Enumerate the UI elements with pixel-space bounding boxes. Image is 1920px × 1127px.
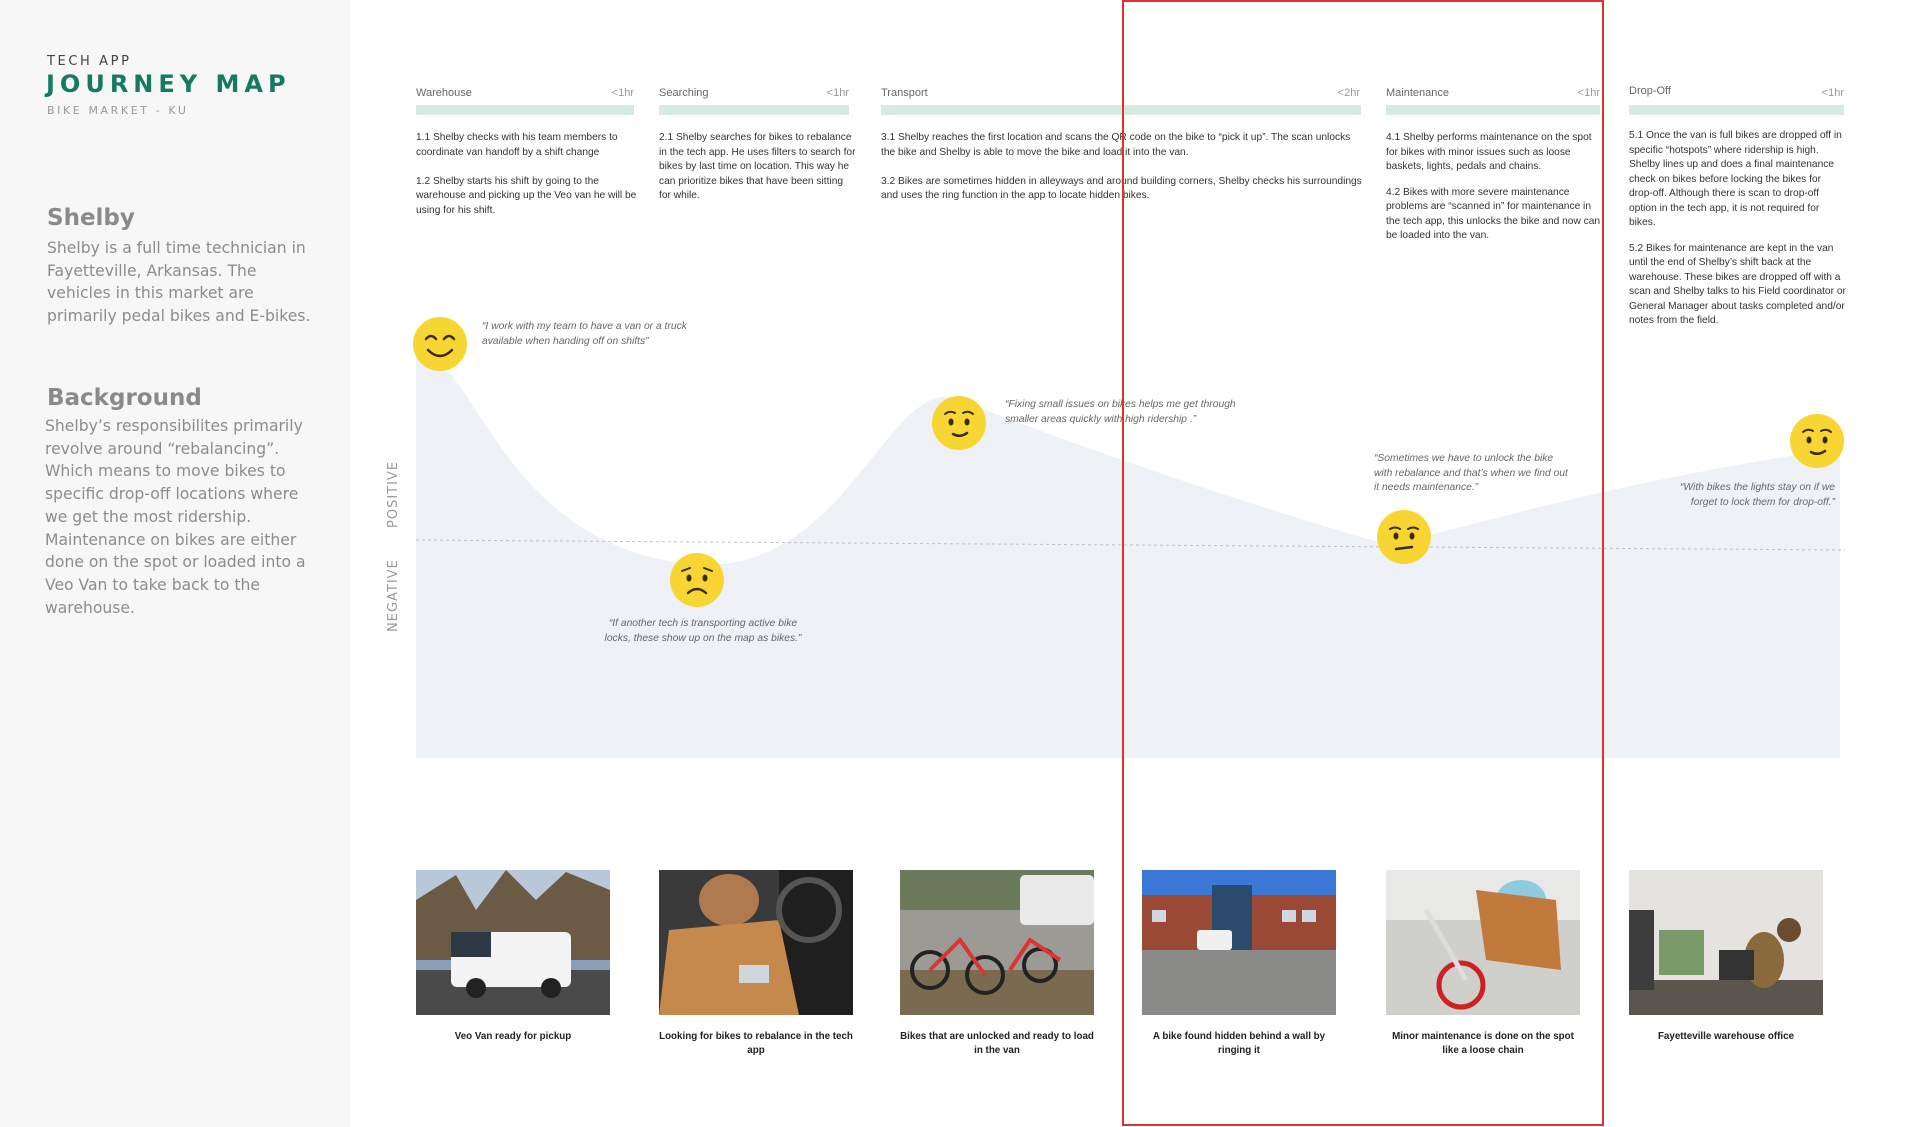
stage-duration: <2hr (1337, 87, 1360, 99)
photo-maintenance (1386, 870, 1580, 1015)
stage-duration: <1hr (826, 87, 849, 99)
background-text: Shelby’s responsibilites primarily revolve around “rebalancing”. Which means to move bikes to specific drop-off locations where we get the most ridership. Maintenance on bikes are either done on the spot or loaded into a Veo Van to take back to the warehouse. (45, 417, 306, 617)
sad-face-icon (669, 552, 725, 608)
stage-bar (1629, 105, 1844, 115)
app-kicker: TECH APP (47, 54, 132, 69)
stage-duration: <1hr (611, 87, 634, 99)
photo-tech-app (659, 870, 853, 1015)
photo-caption: A bike found hidden behind a wall by ringing it (1152, 1031, 1326, 1056)
happy-face-icon (412, 316, 468, 372)
photo-bikes-unlocked (900, 870, 1094, 1015)
quote-maintenance: “Sometimes we have to unlock the bike with rebalance and that’s when we find out it needs maintenance.” (1374, 453, 1568, 493)
step-text: 1.2 Shelby starts his shift by going to the warehouse and picking up the Veo van he will be using for his shift. (416, 175, 637, 216)
photo-caption: Bikes that are unlocked and ready to load in the van (900, 1031, 1094, 1056)
photo-caption: Looking for bikes to rebalance in the tech app (659, 1031, 853, 1056)
stage-steps (416, 131, 638, 233)
quote-transport: “Fixing small issues on bikes helps me get through smaller areas quickly with high ridership .” (1005, 399, 1236, 425)
step-text: 2.1 Shelby searches for bikes to rebalance in the tech app. He uses filters to search for bikes by last time on location. This way he can prioritize bikes that have been sitting for while. (659, 132, 856, 201)
content-face-icon (1789, 413, 1845, 469)
stage-name: Warehouse (416, 87, 472, 99)
axis-positive-label: POSITIVE (386, 460, 401, 528)
content-face-icon (931, 395, 987, 451)
photo-hidden-bike (1142, 870, 1336, 1015)
step-text: 4.1 Shelby performs maintenance on the spot for bikes with minor issues such as loose baskets, lights, pedals and chains. (1386, 132, 1592, 172)
step-text: 5.2 Bikes for maintenance are kept in the van until the end of Shelby’s shift back at the warehouse. These bikes are dropped off with a scan and Shelby talks to his Field coordinator or General Manager about tasks completed and/or notes from the field. (1629, 242, 1846, 326)
stage-name: Drop-Off (1629, 85, 1671, 97)
emotion-curve-chart (330, 300, 1850, 770)
stage-steps (1386, 131, 1603, 258)
step-text: 3.2 Bikes are sometimes hidden in alleyways and around building corners, Shelby checks his surroundings and uses the ring function in the app to locate hidden bikes. (881, 175, 1362, 201)
stage-name: Transport (881, 87, 928, 99)
stage-steps (659, 131, 856, 218)
stage-duration: <1hr (1577, 87, 1600, 99)
persona-description: Shelby is a full time technician in Fayetteville, Arkansas. The vehicles in this market are primarily pedal bikes and E-bikes. (47, 239, 311, 326)
stage-bar (659, 105, 849, 115)
persona-sidebar (0, 0, 350, 1127)
photo-warehouse-office (1629, 870, 1823, 1015)
photo-caption: Minor maintenance is done on the spot like a loose chain (1392, 1031, 1574, 1056)
stage-duration: <1hr (1821, 87, 1844, 99)
step-text: 1.1 Shelby checks with his team members to coordinate van handoff by a shift change (416, 132, 618, 158)
stage-bar (881, 105, 1361, 115)
step-text: 5.1 Once the van is full bikes are dropped off in specific “hotspots” where ridership is high. Shelby lines up and does a final maintenance check on bikes before locking the bikes for drop-off. Although there is scan to drop-off option in the tech app, it is not required for bikes. (1629, 130, 1842, 228)
quote-dropoff: “With bikes the lights stay on if we forget to lock them for drop-off.” (1680, 482, 1835, 508)
photo-caption: Fayetteville warehouse office (1657, 1031, 1795, 1042)
axis-negative-label: NEGATIVE (386, 559, 401, 632)
photo-caption: Veo Van ready for pickup (454, 1031, 572, 1042)
stage-name: Maintenance (1386, 87, 1449, 99)
page-subtitle: BIKE MARKET - KU (47, 104, 189, 117)
step-text: 4.2 Bikes with more severe maintenance problems are “scanned in” for maintenance in the tech app, this unlocks the bike and now can be loaded into the van. (1386, 186, 1601, 241)
page-title: JOURNEY MAP (46, 70, 291, 98)
quote-searching: “If another tech is transporting active bike locks, these show up on the map as bikes.” (604, 618, 802, 644)
stage-steps (881, 131, 1366, 218)
persona-name: Shelby (47, 205, 135, 231)
stage-name: Searching (659, 87, 709, 99)
background-heading: Background (47, 385, 202, 411)
stage-bar (1386, 105, 1600, 115)
step-text: 3.1 Shelby reaches the first location and scans the QR code on the bike to “pick it up”. The scan unlocks the bike and Shelby is able to move the bike and load it into the van. (881, 132, 1351, 158)
neutral-face-icon (1376, 509, 1432, 565)
photo-veo-van (416, 870, 610, 1015)
stage-bar (416, 105, 634, 115)
quote-warehouse: “I work with my team to have a van or a truck available when handing off on shifts” (482, 321, 687, 347)
